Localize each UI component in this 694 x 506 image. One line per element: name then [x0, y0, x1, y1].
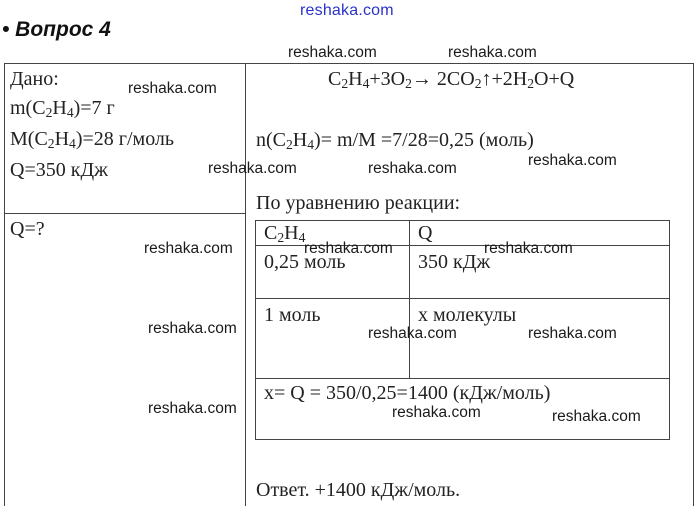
table-header-substance: $C_2H_4$ [264, 222, 306, 245]
table-row2-moles: 1 моль [264, 304, 321, 326]
watermark: reshaka.com [484, 240, 573, 257]
outer-table-left-border [4, 63, 5, 506]
watermark: reshaka.com [144, 240, 233, 257]
outer-table-divider [245, 63, 246, 506]
inner-table-top [255, 220, 670, 221]
given-heat: Q=350 кДж [10, 159, 108, 181]
question-heading: • Вопрос 4 [2, 18, 111, 41]
watermark: reshaka.com [368, 160, 457, 177]
inner-table-right [669, 220, 670, 440]
table-row2-unknown: x молекулы [418, 304, 517, 326]
watermark: reshaka.com [528, 152, 617, 169]
table-row1-moles: 0,25 моль [264, 251, 346, 273]
inner-table-bottom [255, 439, 670, 440]
watermark: reshaka.com [128, 80, 217, 97]
watermark: reshaka.com [148, 320, 237, 337]
given-find-separator [4, 213, 245, 214]
find-quantity: Q=? [10, 218, 45, 240]
moles-calculation: $n(C_2H_4)= m/M =7/28=0,25$ (моль) [256, 129, 534, 152]
table-row1-heat: 350 кДж [418, 251, 491, 273]
given-molar-mass: $M(C_2H_4)=28$ г/моль [10, 128, 175, 151]
outer-table-top-border [4, 63, 694, 64]
watermark: reshaka.com [148, 400, 237, 417]
given-mass: $m(C_2H_4)=7$ г [10, 97, 115, 120]
watermark: reshaka.com [528, 325, 617, 342]
given-title: Дано: [10, 68, 59, 90]
inner-table-row3-line [255, 378, 670, 379]
watermark: reshaka.com [448, 44, 537, 61]
inner-table-left [255, 220, 256, 440]
watermark: reshaka.com [368, 325, 457, 342]
site-url-header: reshaka.com [300, 2, 394, 19]
watermark: reshaka.com [392, 404, 481, 421]
table-result: x= Q = 350/0,25=1400 (кДж/моль) [264, 382, 551, 404]
inner-table-col-divider [409, 220, 410, 378]
reaction-equation: $C_2H_4+3O_2\to$ $2CO_2↑+2H_2O+Q$ [328, 68, 575, 91]
watermark: reshaka.com [552, 408, 641, 425]
table-header-heat: Q [418, 222, 433, 244]
inner-table-row2-line [255, 298, 670, 299]
watermark: reshaka.com [304, 240, 393, 257]
answer: Ответ. +1400 кДж/моль. [256, 479, 461, 501]
watermark: reshaka.com [288, 44, 377, 61]
watermark: reshaka.com [208, 160, 297, 177]
by-equation-label: По уравнению реакции: [256, 192, 461, 214]
